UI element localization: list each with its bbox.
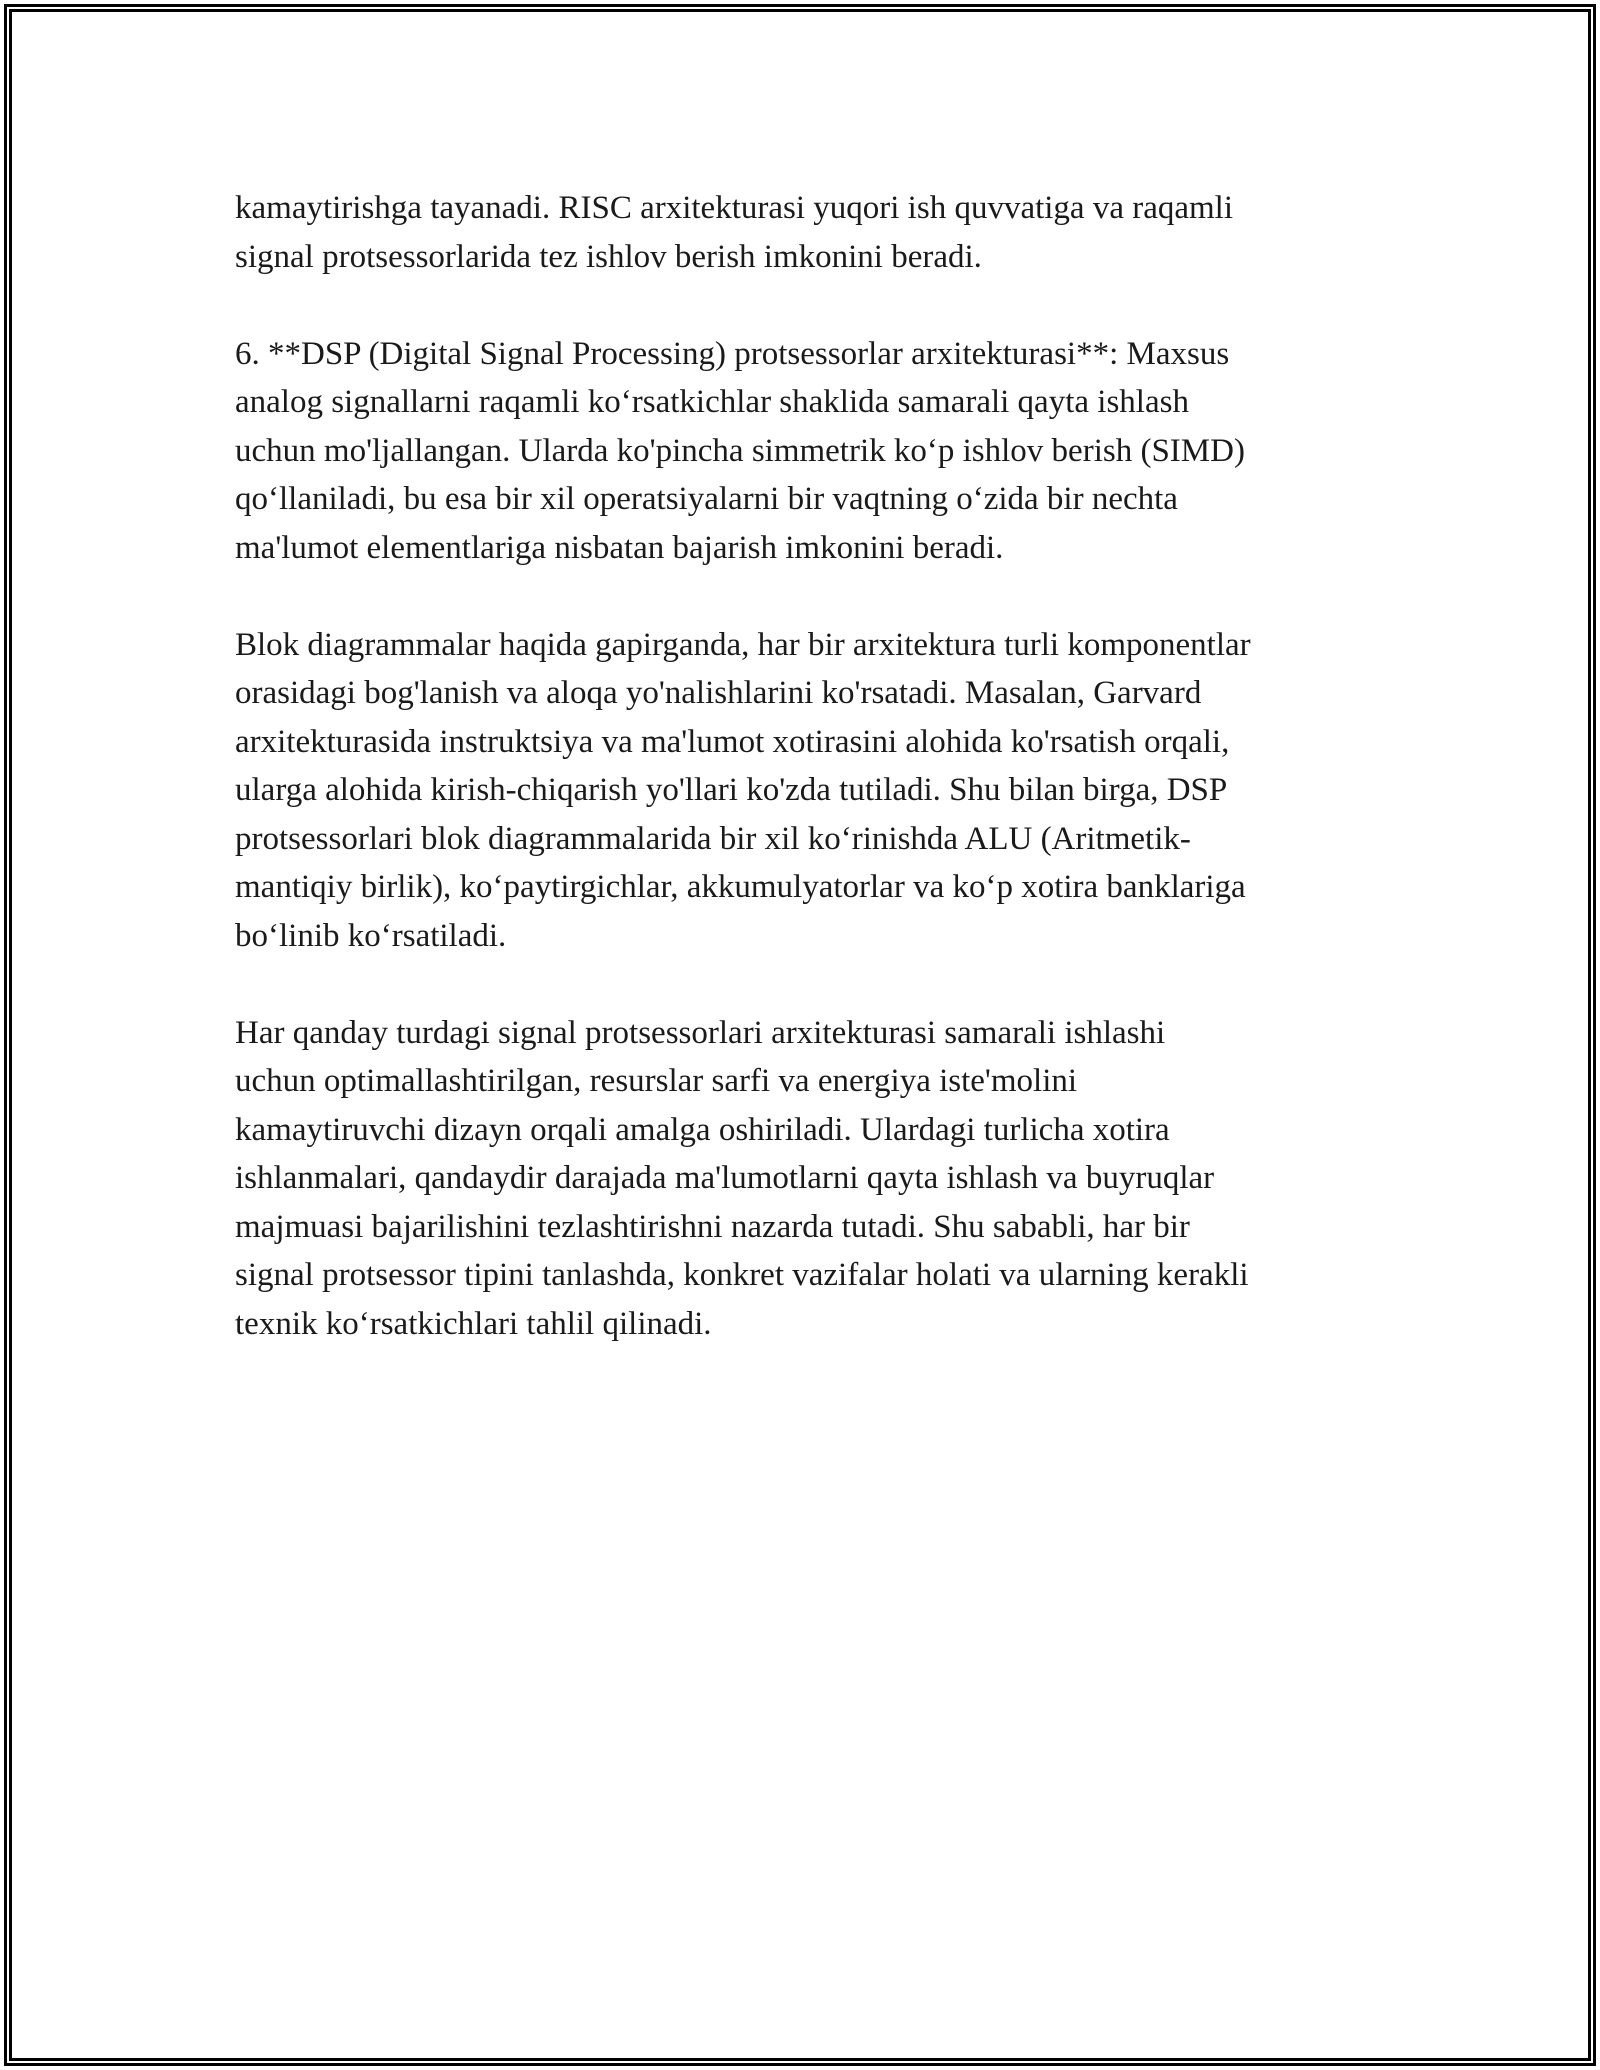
document-body xyxy=(235,184,1385,1348)
paragraph-risc-continuation: kamaytirishga tayanadi. RISC arxitekturasi yuqori ish quvvatiga va raqamli signal protsessorlarida tez ishlov berish imkonini beradi. xyxy=(235,190,1234,275)
paragraph-dsp-architecture: 6. **DSP (Digital Signal Processing) protsessorlar arxitekturasi**: Maxsus analog signallarni raqamli ko‘rsatkichlar shaklida samarali qayta ishlash uchun mo'ljallangan. Ularda ko'pincha simmetrik ko‘p ishlov berish (SIMD) qo‘llaniladi, bu esa bir xil operatsiyalarni bir vaqtning o‘zida bir nechta ma'lumot elementlariga nisbatan bajarish imkonini beradi. xyxy=(235,335,1245,566)
paragraph-conclusion: Har qanday turdagi signal protsessorlari arxitekturasi samarali ishlashi uchun optimallashtirilgan, resurslar sarfi va energiya iste'molini kamaytiruvchi dizayn orqali amalga oshiriladi. Ulardagi turlicha xotira ishlanmalari, qandaydir darajada ma'lumotlarni qayta ishlash va buyruqlar majmuasi bajarilishini tezlashtirishni nazarda tutadi. Shu sababli, har bir signal protsessor tipini tanlashda, konkret vazifalar holati va ularning kerakli texnik ko‘rsatkichlari tahlil qilinadi. xyxy=(235,1014,1249,1342)
paragraph-block-diagrams: Blok diagrammalar haqida gapirganda, har bir arxitektura turli komponentlar orasidagi bog'lanish va aloqa yo'nalishlarini ko'rsatadi. Masalan, Garvard arxitekturasida instruktsiya va ma'lumot xotirasini alohida ko'rsatish orqali, ularga alohida kirish-chiqarish yo'llari ko'zda tutiladi. Shu bilan birga, DSP protsessorlari blok diagrammalarida bir xil ko‘rinishda ALU (Aritmetik- mantiqiy birlik), ko‘paytirgichlar, akkumulyatorlar va ko‘p xotira banklariga bo‘linib ko‘rsatiladi. xyxy=(235,626,1251,954)
